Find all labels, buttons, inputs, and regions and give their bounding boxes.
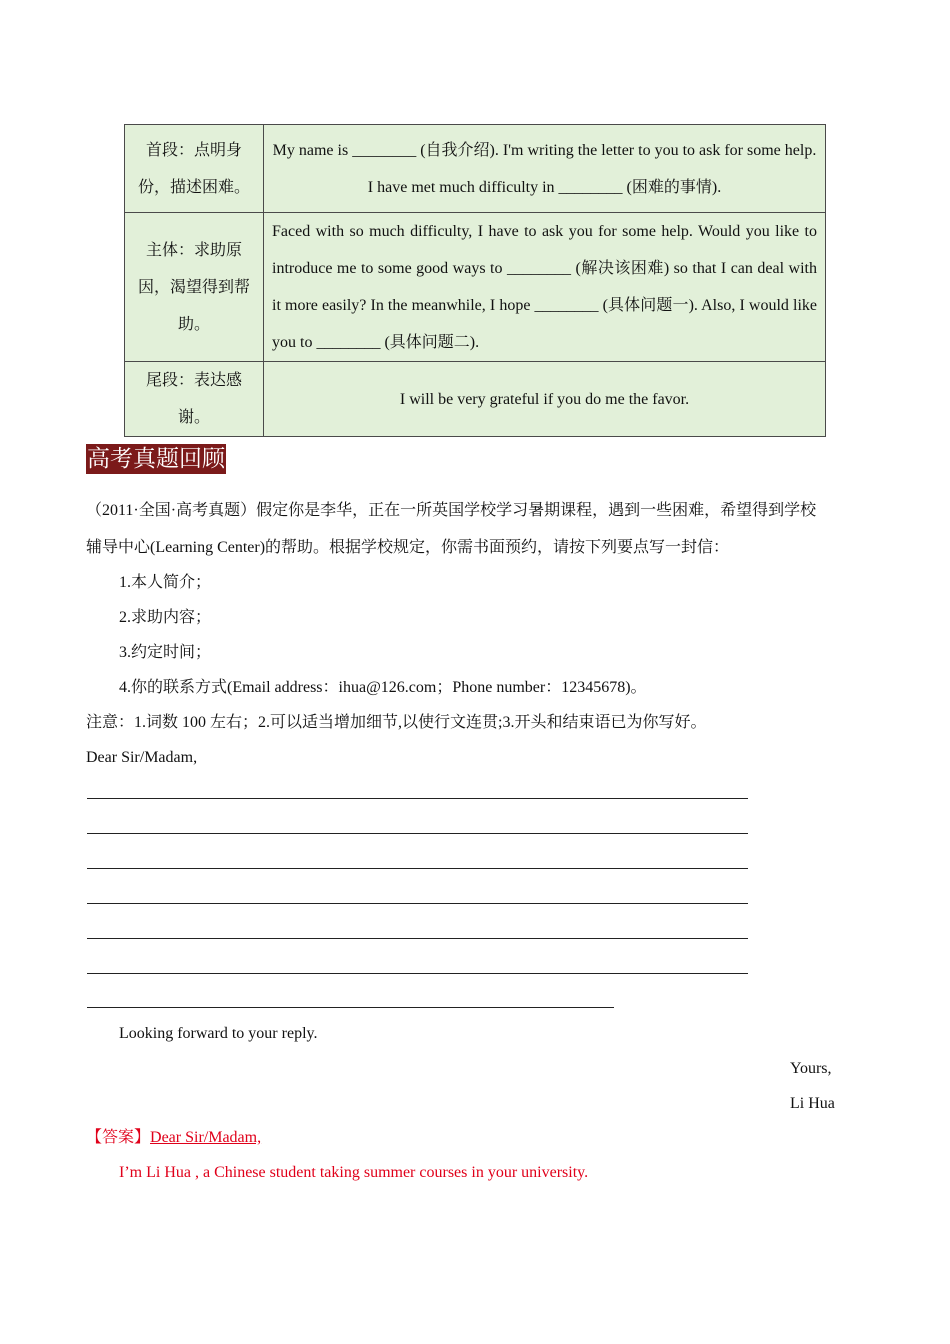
letter-closing: Looking forward to your reply. xyxy=(119,1025,318,1042)
requirement-item: 1.本人简介； xyxy=(119,574,212,591)
answer-blank-line[interactable] xyxy=(87,903,748,904)
answer-blank-line[interactable] xyxy=(87,973,748,974)
prompt-line: 辅导中心(Learning Center)的帮助。根据学校规定，你需书面预约，请按下列要点写一封信： xyxy=(86,539,730,556)
answer-blank-line[interactable] xyxy=(87,938,748,939)
letter-signature: Li Hua xyxy=(790,1095,835,1112)
answer-line: I’m Li Hua , a Chinese student taking summer courses in your university. xyxy=(119,1164,589,1181)
writing-template-table xyxy=(124,124,826,437)
answer-blank-line[interactable] xyxy=(87,868,748,869)
answer-label: 【答案】 xyxy=(86,1129,151,1146)
letter-greeting: Dear Sir/Madam, xyxy=(86,749,198,766)
table-cell-right: My name is ________ (自我介绍). I'm writing the letter to you to ask for some help. I have met much difficulty in ________ (困难的事情). xyxy=(264,125,826,213)
table-cell-right: I will be very grateful if you do me the favor. xyxy=(264,362,826,437)
table-row xyxy=(125,125,826,213)
table-row xyxy=(125,213,826,362)
table-cell-left: 尾段：表达感谢。 xyxy=(125,362,264,437)
requirement-item: 2.求助内容； xyxy=(119,609,212,626)
letter-signoff: Yours, xyxy=(790,1060,832,1077)
answer-greeting: Dear Sir/Madam, xyxy=(150,1129,262,1146)
section-title: 高考真题回顾 xyxy=(86,444,226,474)
answer-blank-line[interactable] xyxy=(87,798,748,799)
requirement-item: 3.约定时间； xyxy=(119,644,212,661)
answer-blank-line[interactable] xyxy=(87,833,748,834)
table-row xyxy=(125,362,826,437)
answer-blank-line[interactable] xyxy=(87,1007,614,1008)
table-cell-left: 主体：求助原因，渴望得到帮助。 xyxy=(125,213,264,362)
table-cell-left: 首段：点明身份，描述困难。 xyxy=(125,125,264,213)
table-cell-right: Faced with so much difficulty, I have to ask you for some help. Would you like to introduce me to some good ways to ________ (解决该困难) so that I can deal with it more easily? In the meanwhile, I hope ________ (具体问题一). Also, I would like you to ________ (具体问题二). xyxy=(264,213,826,362)
prompt-line: （2011·全国·高考真题）假定你是李华，正在一所英国学校学习暑期课程，遇到一些困难，希望得到学校 xyxy=(86,502,817,519)
note-text: 注意：1.词数 100 左右；2.可以适当增加细节,以使行文连贯;3.开头和结束语已为你写好。 xyxy=(86,714,707,731)
answer-heading xyxy=(86,1128,261,1148)
requirement-item: 4.你的联系方式(Email address：ihua@126.com；Phone number：12345678)。 xyxy=(119,679,647,696)
